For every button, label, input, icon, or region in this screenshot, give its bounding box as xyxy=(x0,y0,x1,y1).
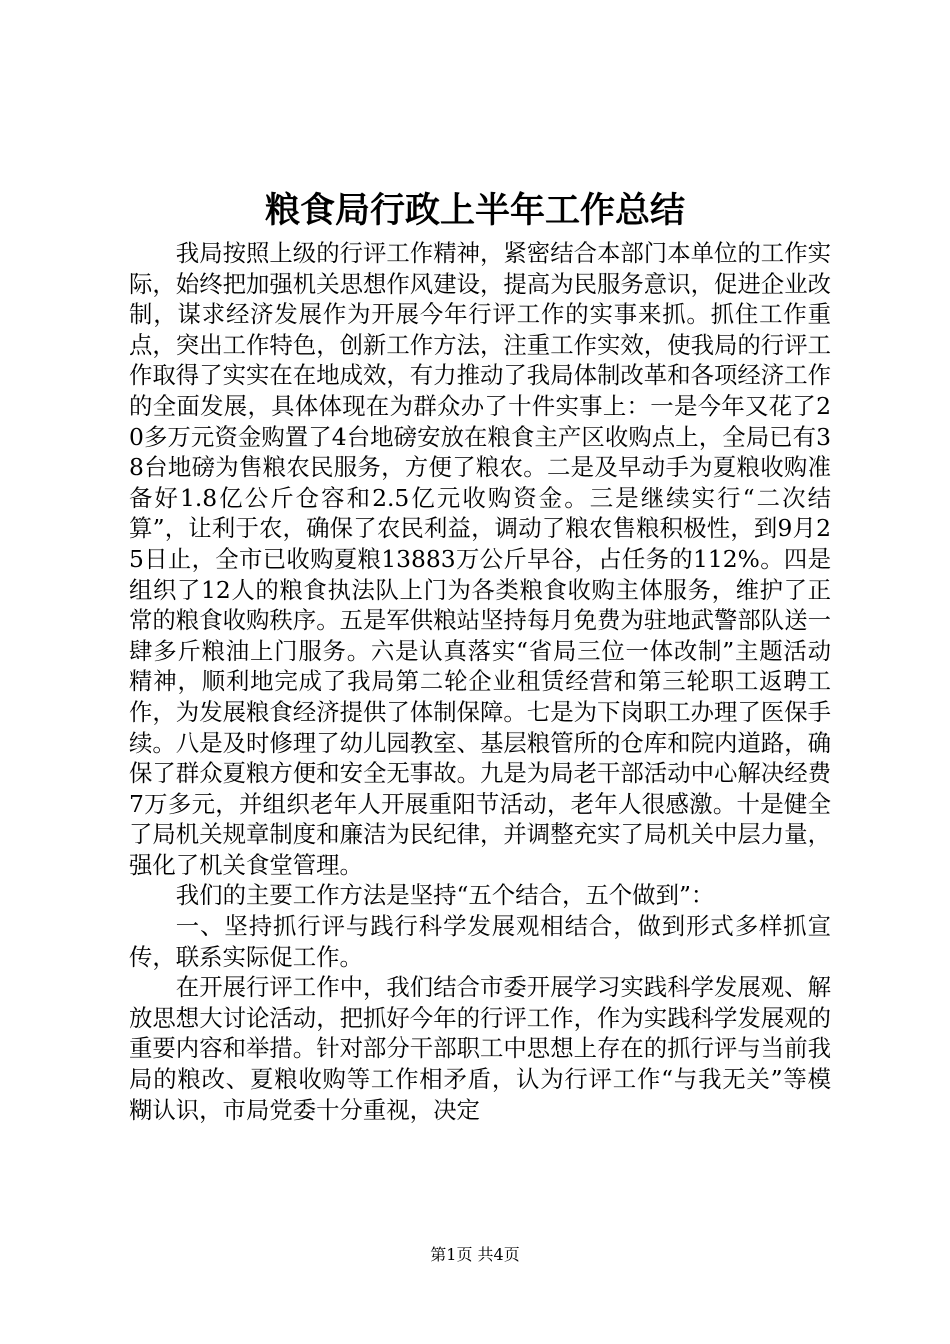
document-body xyxy=(129,238,831,1125)
page-footer: 第1页 共4页 xyxy=(430,1245,520,1264)
paragraph-intro: 我局按照上级的行评工作精神，紧密结合本部门本单位的工作实际，始终把加强机关思想作风建设，提高为民服务意识，促进企业改制，谋求经济发展作为开展今年行评工作的实事来抓。抓住工作重点，突出工作特色，创新工作方法，注重工作实效，使我局的行评工作取得了实实在在地成效，有力推动了我局体制改革和各项经济工作的全面发展，具体体现在为群众办了十件实事上：一是今年又花了20多万元资金购置了4台地磅安放在粮食主产区收购点上，全局已有38台地磅为售粮农民服务，方便了粮农。二是及早动手为夏粮收购准备好1.8亿公斤仓容和2.5亿元收购资金。三是继续实行“二次结算”，让利于农，确保了农民利益，调动了粮农售粮积极性，到9月25日止，全市已收购夏粮13883万公斤早谷，占任务的112%。四是组织了12人的粮食执法队上门为各类粮食收购主体服务，维护了正常的粮食收购秩序。五是军供粮站坚持每月免费为驻地武警部队送一肆多斤粮油上门服务。六是认真落实“省局三位一体改制”主题活动精神，顺利地完成了我局第二轮企业租赁经营和第三轮职工返聘工作，为发展粮食经济提供了体制保障。七是为下岗职工办理了医保手续。八是及时修理了幼儿园教室、基层粮管所的仓库和院内道路，确保了群众夏粮方便和安全无事故。九是为局老干部活动中心解决经费7万多元，并组织老年人开展重阳节活动，老年人很感激。十是健全了局机关规章制度和廉洁为民纪律，并调整充实了局机关中层力量，强化了机关食堂管理。 xyxy=(129,239,831,879)
paragraph-methods: 我们的主要工作方法是坚持“五个结合，五个做到”： xyxy=(175,881,715,910)
paragraph-section-one-heading: 一、坚持抓行评与践行科学发展观相结合，做到形式多样抓宣传，联系实际促工作。 xyxy=(129,912,831,971)
paragraph-section-one-body: 在开展行评工作中，我们结合市委开展学习实践科学发展观、解放思想大讨论活动，把抓好今年的行评工作，作为实践科学发展观的重要内容和举措。针对部分干部职工中思想上存在的抓行评与当前我局的粮改、夏粮收购等工作相矛盾，认为行评工作“与我无关”等模糊认识，市局党委十分重视，决定 xyxy=(129,973,831,1124)
document-title: 粮食局行政上半年工作总结 xyxy=(264,190,685,231)
